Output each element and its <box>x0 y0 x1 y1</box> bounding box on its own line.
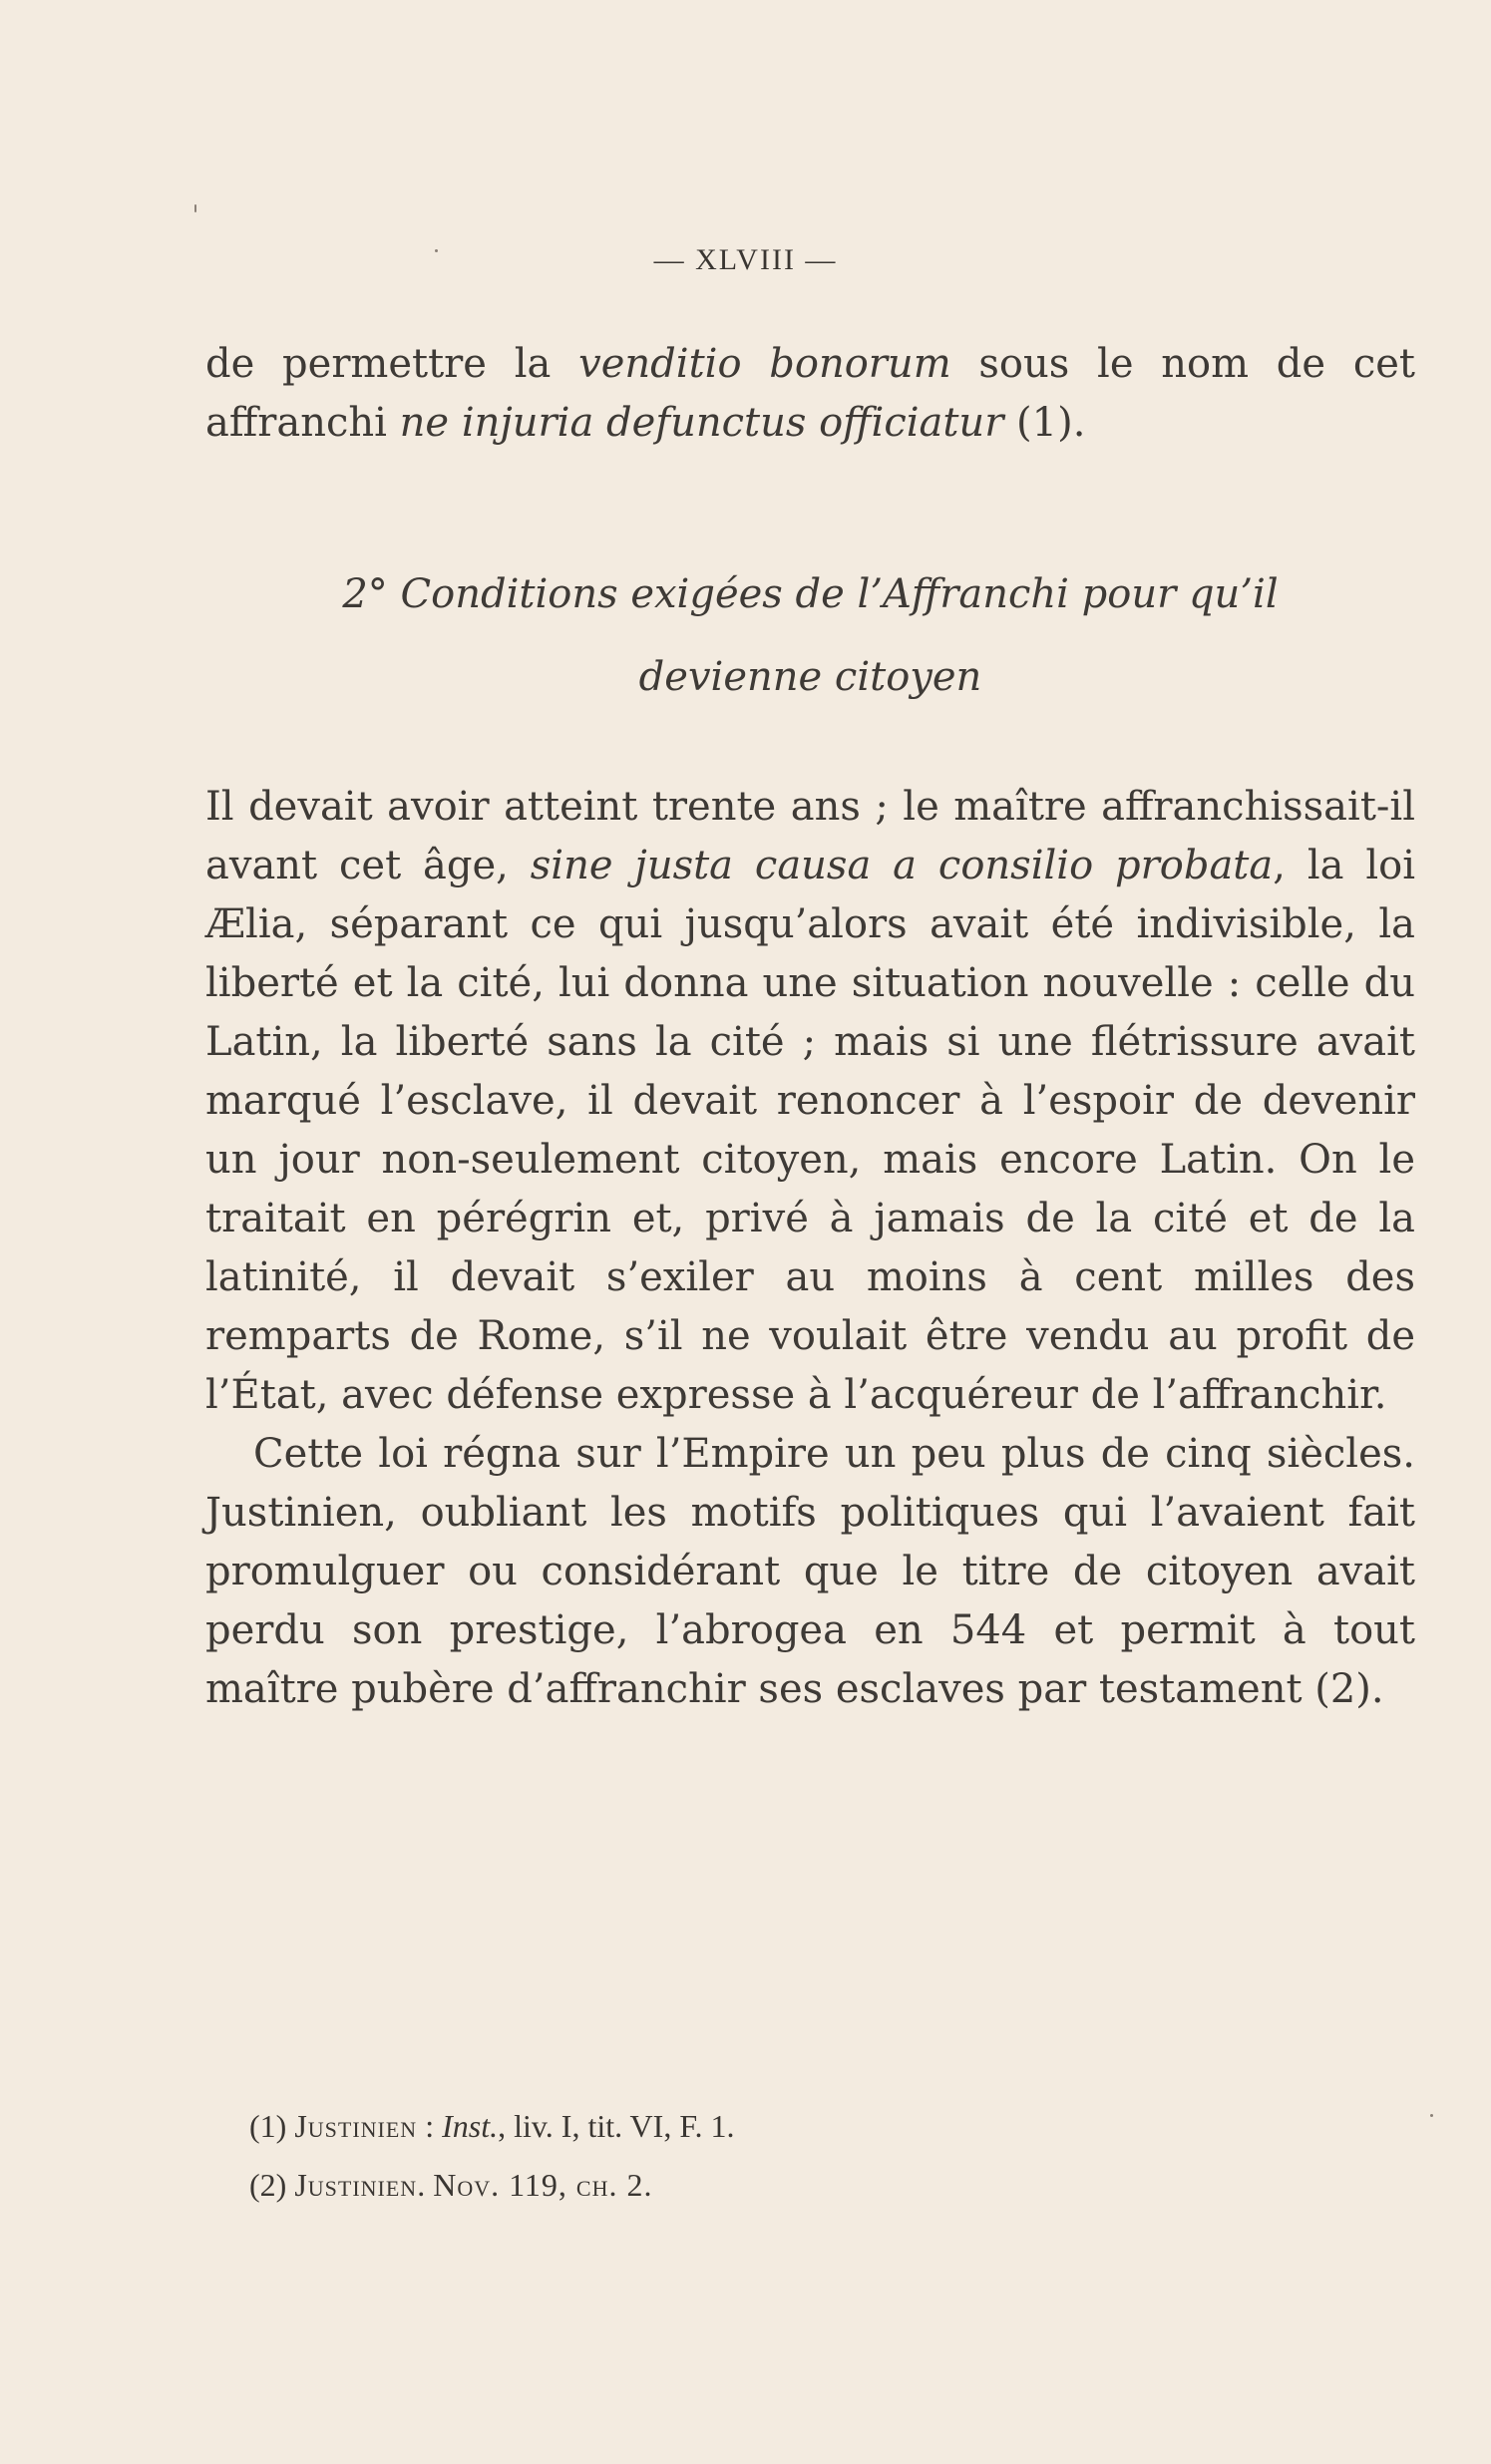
footnote-1-author: Justinien <box>294 2108 418 2144</box>
footnote-2-separator: . <box>417 2167 434 2203</box>
opening-italic-injuria: ne injuria defunctus officiatur <box>399 400 1004 446</box>
footnote-2-author: Justinien <box>294 2167 418 2203</box>
footnote-1-separator: : <box>417 2108 443 2144</box>
paper-speck <box>194 204 196 212</box>
footnote-2-marker: (2) <box>249 2167 287 2203</box>
opening-text-1: de permettre la <box>205 341 579 387</box>
opening-text-2: sous le nom de cet affranchi <box>205 341 1415 446</box>
main-paragraph <box>205 778 1415 1425</box>
main-text-block <box>205 778 1415 1719</box>
footnotes <box>249 2097 1346 2215</box>
opening-paragraph-text <box>205 335 1415 453</box>
footnote-1-work: Inst. <box>442 2108 499 2144</box>
second-paragraph: Cette loi régna sur l’Empire un peu plus de cinq siècles. Justinien, oubliant les motifs politiques qui l’avaient fait promulguer ou considérant que le titre de citoyen avait perdu son prestige, l’abrogea en 544 et permit à tout maître pubère d’affranchir ses esclaves par testament (2). <box>205 1431 1415 1712</box>
paper-speck <box>1430 2114 1433 2117</box>
footnote-1 <box>249 2097 1346 2156</box>
running-head-page-number: — XLVIII — <box>653 243 838 276</box>
section-heading-line-2: devienne citoyen <box>638 654 982 700</box>
main-text-2: , la loi Ælia, séparant ce qui jusqu’alors avait été indivisible, la liberté et la cité, lui donna une situation nouvelle : celle du Latin, la liberté sans la cité ; mais si une flétrissure avait marqué l’esclave, il devait renoncer à l’espoir de devenir un jour non-seulement citoyen, mais encore Latin. On le traitait en pérégrin et, privé à jamais de la cité et de la latinité, il devait s’exiler au moins à cent milles des remparts de Rome, s’il ne voulait être vendu au profit de l’État, avec défense expresse à l’acquéreur de l’affranchir. <box>205 843 1416 1418</box>
opening-paragraph <box>205 335 1415 453</box>
paper-speck <box>435 249 438 252</box>
footnote-2-reference: Nov. 119, ch. 2. <box>433 2167 653 2203</box>
footnote-2 <box>249 2156 1346 2215</box>
footnote-1-reference: , liv. I, tit. VI, F. 1. <box>498 2108 735 2144</box>
main-italic-sine-justa: sine justa causa a consilio probata <box>530 843 1274 888</box>
section-heading-line-1: 2° Conditions exigées de l’Affranchi pour qu’il <box>342 571 1279 617</box>
opening-italic-venditio: venditio bonorum <box>578 341 951 387</box>
section-heading <box>205 553 1415 719</box>
main-text-1: Il devait avoir atteint trente ans ; le maître affranchissait-il avant cet âge, <box>205 784 1415 888</box>
opening-text-3: (1). <box>1003 400 1086 446</box>
footnote-1-marker: (1) <box>249 2108 287 2144</box>
